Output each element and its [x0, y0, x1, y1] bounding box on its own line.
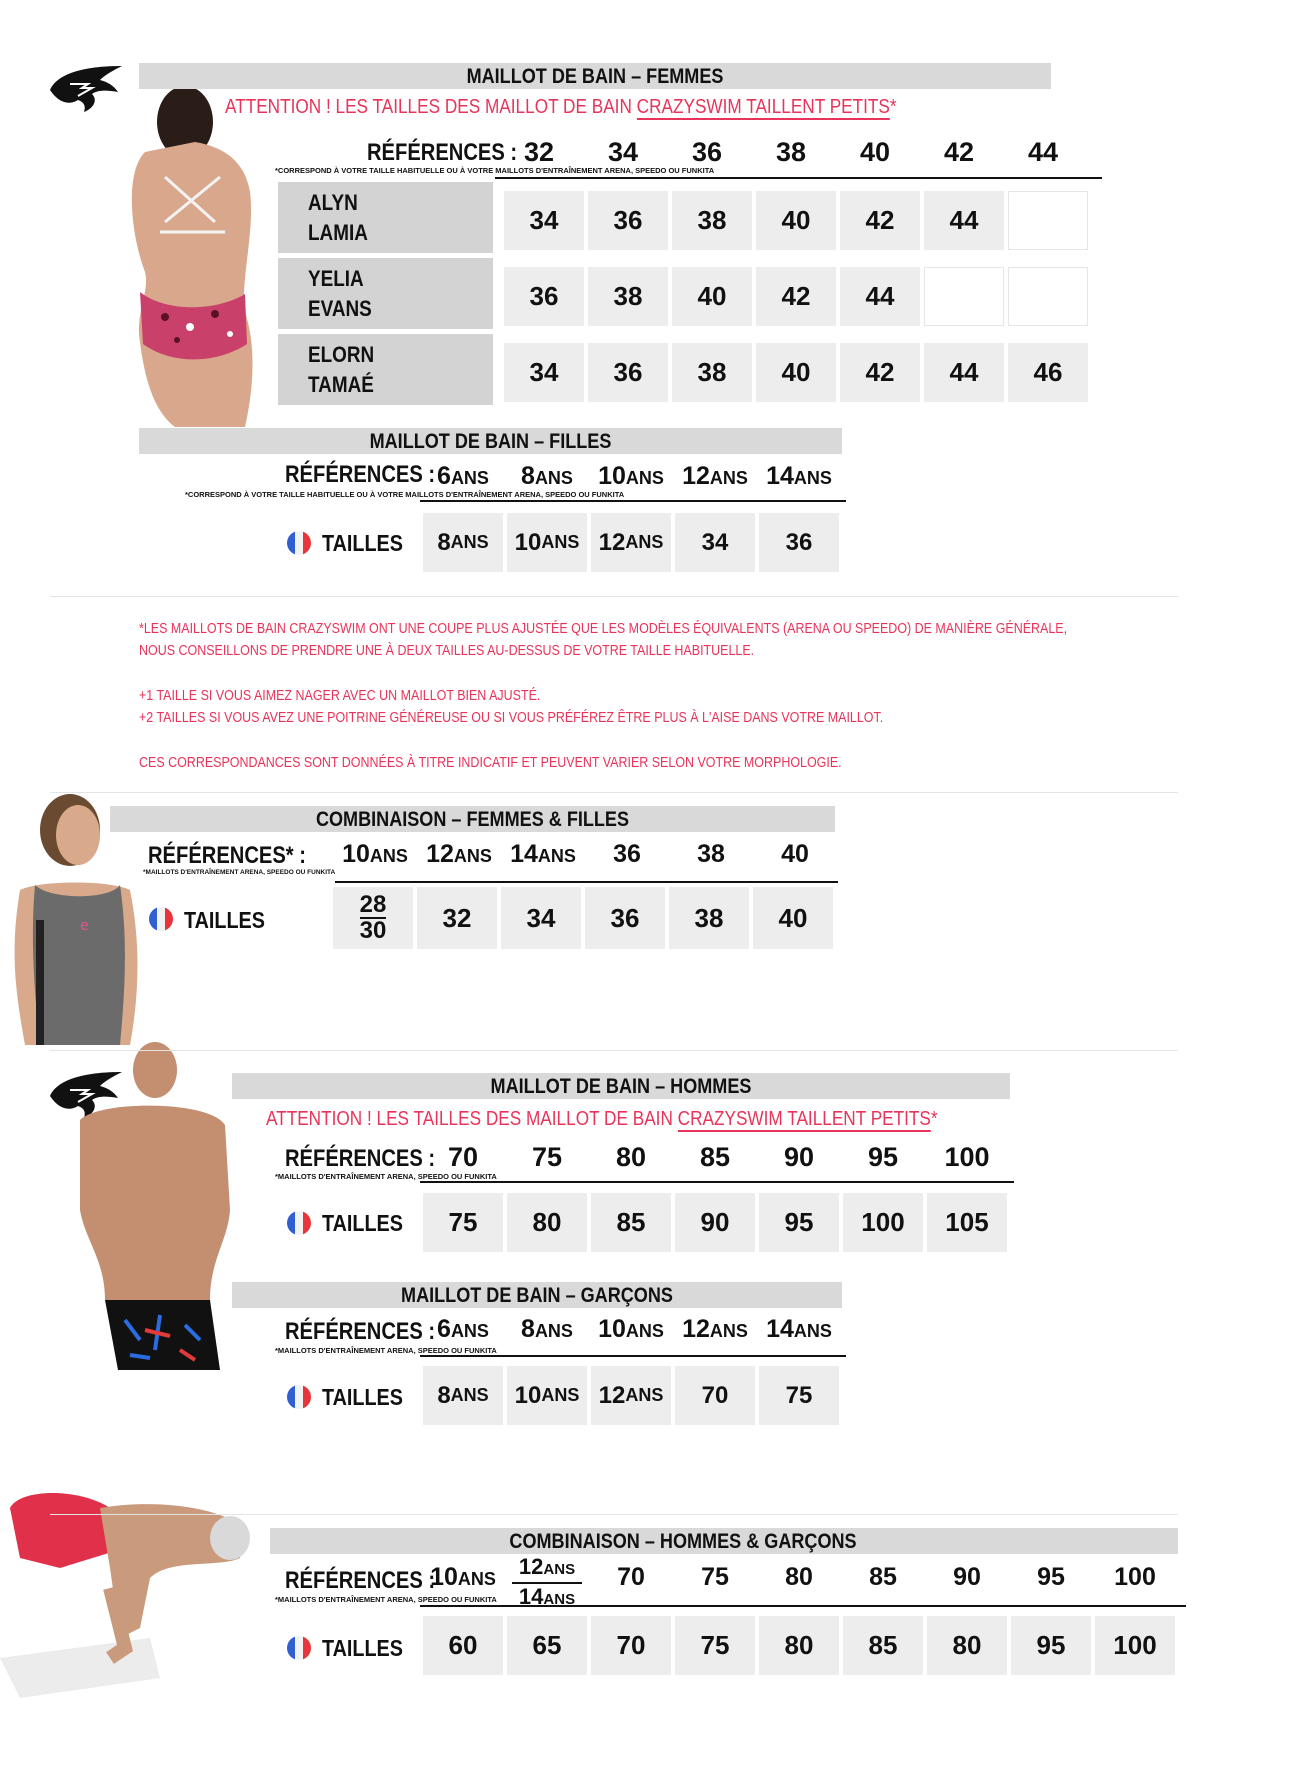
- value-number: 6: [437, 462, 451, 490]
- value-unit: ANS: [450, 1321, 489, 1341]
- model-yelia: [278, 258, 493, 329]
- size-cell: [669, 887, 749, 949]
- size-top: 28: [359, 891, 387, 918]
- value-unit: ANS: [450, 532, 489, 552]
- value-number: 42: [943, 137, 975, 167]
- model-name: ALYN: [308, 190, 358, 215]
- rule-filles: [420, 500, 846, 502]
- woman-bikini-photo: [105, 82, 285, 427]
- value-number: 80: [532, 1207, 562, 1237]
- value-number: 38: [694, 902, 724, 933]
- size-cell: [672, 191, 752, 250]
- references-label-combi-hommes: RÉFÉRENCES :: [285, 1567, 436, 1594]
- ref-age: [512, 462, 582, 491]
- ref-age: [680, 462, 750, 491]
- ref-age: [596, 1315, 666, 1344]
- size-cell: [759, 1366, 839, 1425]
- size-cell: [1008, 191, 1088, 250]
- value-number: 90: [953, 1563, 981, 1591]
- size-cell: [672, 343, 752, 402]
- rule-garcons: [420, 1355, 846, 1357]
- value-number: 105: [945, 1207, 989, 1237]
- value-unit: ANS: [450, 1385, 489, 1405]
- value-number: 90: [783, 1142, 815, 1172]
- value-number: 36: [613, 205, 643, 235]
- value-number: 8: [521, 462, 535, 490]
- value-number: 70: [701, 1381, 729, 1409]
- references-label-garcons: RÉFÉRENCES :: [285, 1318, 436, 1345]
- value-number: 14: [510, 840, 538, 868]
- size-cell: [840, 343, 920, 402]
- value-number: 95: [1036, 1630, 1066, 1660]
- value-number: 12: [682, 462, 710, 490]
- ref-cell: [337, 840, 413, 869]
- references-label-combi-femmes: RÉFÉRENCES* :: [148, 842, 306, 869]
- value-number: 100: [1114, 1563, 1156, 1591]
- ref-cell: [596, 1563, 666, 1592]
- value-number: 44: [949, 205, 979, 235]
- size-cell: [1095, 1616, 1175, 1675]
- value-unit: ANS: [625, 1385, 664, 1405]
- value-unit: ANS: [709, 468, 748, 488]
- ref-cell: [764, 1563, 834, 1592]
- value-unit: ANS: [534, 468, 573, 488]
- value-number: 42: [781, 281, 811, 311]
- value-unit: ANS: [625, 532, 664, 552]
- attention-notice-femmes: [225, 96, 897, 119]
- value-number: 80: [952, 1630, 982, 1660]
- size-cell: [840, 191, 920, 250]
- value-number: 75: [701, 1563, 729, 1591]
- ref-cell: [421, 840, 497, 869]
- ref-cell: [1100, 1563, 1170, 1592]
- size-cell: [588, 343, 668, 402]
- info-line-4: +2 TAILLES SI VOUS AVEZ UNE POITRINE GÉNÉREUSE OU SI VOUS PRÉFÉREZ ÊTRE PLUS À L'AISE DANS VOTRE MAILLOT.: [139, 710, 884, 726]
- size-cell: [591, 1366, 671, 1425]
- ref-cell: [932, 1563, 1002, 1592]
- value-number: 38: [697, 357, 727, 387]
- swimmer-start-photo: [0, 1488, 270, 1698]
- value-number: 12: [426, 840, 454, 868]
- value-number: 32: [442, 902, 472, 933]
- value-number: 12: [682, 1315, 710, 1343]
- value-number: 38: [697, 840, 725, 868]
- rule-combi-femmes: [335, 881, 838, 883]
- section-title-combi-femmes: COMBINAISON – FEMMES & FILLES: [315, 808, 630, 831]
- value-unit: ANS: [450, 468, 489, 488]
- model-elorn: [278, 334, 493, 405]
- short-footnote-garcons: *MAILLOTS D'ENTRAÎNEMENT ARENA, SPEEDO OU FUNKITA: [275, 1346, 497, 1355]
- references-label-femmes: RÉFÉRENCES :: [367, 139, 518, 166]
- model-name: LAMIA: [308, 220, 368, 245]
- size-cell: [753, 887, 833, 949]
- ref-80: [596, 1142, 666, 1173]
- size-cell: [675, 1616, 755, 1675]
- value-unit: ANS: [793, 1321, 832, 1341]
- ref-12: 12ANS: [518, 1554, 576, 1579]
- size-cell: [423, 513, 503, 572]
- ref-age: [428, 1315, 498, 1344]
- value-number: 90: [700, 1207, 730, 1237]
- size-cell: [924, 267, 1004, 326]
- size-cell: [675, 513, 755, 572]
- value-unit: ANS: [541, 532, 580, 552]
- value-number: 8: [437, 1381, 451, 1409]
- ref-cell: [848, 1563, 918, 1592]
- section-title-filles: MAILLOT DE BAIN – FILLES: [369, 430, 612, 453]
- value-number: 10: [514, 528, 542, 556]
- info-line-2: NOUS CONSEILLONS DE PRENDRE UNE À DEUX TAILLES AU-DESSUS DE VOTRE TAILLE HABITUELLE.: [139, 643, 755, 659]
- size-cell: [588, 191, 668, 250]
- value-number: 36: [613, 357, 643, 387]
- value-unit: ANS: [453, 846, 492, 866]
- ref-age: [428, 462, 498, 491]
- size-cell: [756, 267, 836, 326]
- value-number: 44: [865, 281, 895, 311]
- value-unit: ANS: [793, 468, 832, 488]
- size-cell: [507, 513, 587, 572]
- ref-34: [588, 137, 658, 168]
- size-cell: [756, 343, 836, 402]
- ref-36: [672, 137, 742, 168]
- ref-40: [840, 137, 910, 168]
- value-unit: ANS: [541, 1385, 580, 1405]
- attention-highlight: CRAZYSWIM TAILLENT PETITS: [636, 96, 890, 118]
- value-number: 95: [1037, 1563, 1065, 1591]
- ref-cell: [673, 840, 749, 869]
- ref-12-14-stack: [512, 1554, 582, 1612]
- value-unit: ANS: [457, 1569, 496, 1589]
- ref-age: [512, 1315, 582, 1344]
- model-name: ELORN: [308, 342, 375, 367]
- value-number: 100: [861, 1207, 905, 1237]
- france-flag-icon: [287, 1636, 311, 1660]
- size-cell: [591, 1616, 671, 1675]
- value-number: 34: [526, 902, 556, 933]
- ref-44: [1008, 137, 1078, 168]
- size-cell: [675, 1366, 755, 1425]
- size-cell: [585, 887, 665, 949]
- value-number: 10: [514, 1381, 542, 1409]
- model-alyn: [278, 182, 493, 253]
- value-number: 40: [859, 137, 891, 167]
- size-cell: [507, 1616, 587, 1675]
- value-number: 42: [865, 205, 895, 235]
- rule-femmes: [495, 177, 1102, 179]
- size-bottom: 30: [359, 917, 387, 944]
- france-flag-icon: [287, 1211, 311, 1235]
- model-name: TAMAÉ: [308, 372, 374, 397]
- info-line-5: CES CORRESPONDANCES SONT DONNÉES À TITRE INDICATIF ET PEUVENT VARIER SELON VOTRE MORPHOLOGIE.: [139, 755, 842, 771]
- value-number: 36: [613, 840, 641, 868]
- section-title-combi-hommes: COMBINAISON – HOMMES & GARÇONS: [509, 1530, 857, 1553]
- value-number: 8: [437, 528, 451, 556]
- short-footnote-hommes: *MAILLOTS D'ENTRAÎNEMENT ARENA, SPEEDO OU FUNKITA: [275, 1172, 497, 1181]
- value-number: 12: [598, 1381, 626, 1409]
- size-cell: [840, 267, 920, 326]
- info-line-1: *LES MAILLOTS DE BAIN CRAZYSWIM ONT UNE COUPE PLUS AJUSTÉE QUE LES MODÈLES ÉQUIVALENTS (ARENA OU SPEEDO) DE MANIÈRE GÉNÉRALE,: [139, 621, 1068, 637]
- value-number: 38: [613, 281, 643, 311]
- value-number: 38: [775, 137, 807, 167]
- value-number: 14: [766, 462, 794, 490]
- value-number: 10: [430, 1563, 458, 1591]
- value-unit: ANS: [534, 1321, 573, 1341]
- separator: [50, 792, 1178, 793]
- references-label-hommes: RÉFÉRENCES :: [285, 1145, 436, 1172]
- ref-cell: [680, 1563, 750, 1592]
- section-bar-garcons: [232, 1282, 842, 1308]
- size-cell: [1008, 343, 1088, 402]
- france-flag-icon: [287, 531, 311, 555]
- size-cell: [924, 191, 1004, 250]
- value-number: 85: [616, 1207, 646, 1237]
- value-number: 75: [448, 1207, 478, 1237]
- value-number: 60: [448, 1630, 478, 1660]
- section-bar-hommes: [232, 1073, 1010, 1099]
- size-cell: [924, 343, 1004, 402]
- size-cell: [1008, 267, 1088, 326]
- section-bar-femmes: [139, 63, 1051, 89]
- size-cell: [1011, 1616, 1091, 1675]
- value-number: 40: [781, 357, 811, 387]
- value-number: 12: [598, 528, 626, 556]
- ref-90: [764, 1142, 834, 1173]
- short-footnote-combi-femmes: *MAILLOTS D'ENTRAÎNEMENT ARENA, SPEEDO OU FUNKITA: [143, 869, 336, 876]
- value-number: 70: [617, 1563, 645, 1591]
- value-number: 36: [610, 902, 640, 933]
- value-unit: ANS: [537, 846, 576, 866]
- value-unit: ANS: [709, 1321, 748, 1341]
- short-footnote-combi-hommes: *MAILLOTS D'ENTRAÎNEMENT ARENA, SPEEDO OU FUNKITA: [275, 1595, 497, 1604]
- value-number: 34: [607, 137, 639, 167]
- svg-text:e: e: [80, 918, 89, 934]
- value-number: 10: [598, 1315, 626, 1343]
- size-cell: [591, 513, 671, 572]
- size-cell: [423, 1366, 503, 1425]
- size-cell: [927, 1616, 1007, 1675]
- size-cell: [507, 1366, 587, 1425]
- size-cell: [504, 343, 584, 402]
- tailles-label-hommes: TAILLES: [322, 1210, 403, 1236]
- value-number: 32: [523, 137, 555, 167]
- ref-cell: [1016, 1563, 1086, 1592]
- ref-85: [680, 1142, 750, 1173]
- value-number: 95: [867, 1142, 899, 1172]
- value-number: 10: [342, 840, 370, 868]
- size-cell: [507, 1193, 587, 1252]
- value-number: 44: [1027, 137, 1059, 167]
- ref-38: [756, 137, 826, 168]
- size-cell-28-30: [333, 887, 413, 949]
- ref-75: [512, 1142, 582, 1173]
- attention-notice-hommes: [266, 1108, 938, 1131]
- value-number: 34: [701, 528, 729, 556]
- ref-age: [680, 1315, 750, 1344]
- size-cell: [927, 1193, 1007, 1252]
- attention-prefix: ATTENTION ! LES TAILLES DES MAILLOT DE BAIN: [266, 1108, 678, 1130]
- value-number: 14: [766, 1315, 794, 1343]
- size-cell: [759, 1193, 839, 1252]
- value-number: 40: [778, 902, 808, 933]
- value-number: 34: [529, 357, 559, 387]
- value-number: 40: [781, 840, 809, 868]
- section-title-femmes: MAILLOT DE BAIN – FEMMES: [466, 65, 724, 88]
- ref-age: [596, 462, 666, 491]
- size-cell: [423, 1616, 503, 1675]
- value-number: 80: [784, 1630, 814, 1660]
- value-number: 85: [868, 1630, 898, 1660]
- ref-age: [764, 1315, 834, 1344]
- ref-cell: [505, 840, 581, 869]
- size-cell: [423, 1193, 503, 1252]
- value-number: 65: [532, 1630, 562, 1660]
- info-line-3: +1 TAILLE SI VOUS AIMEZ NAGER AVEC UN MAILLOT BIEN AJUSTÉ.: [139, 688, 541, 704]
- value-unit: ANS: [369, 846, 408, 866]
- value-number: 70: [447, 1142, 479, 1172]
- attention-suffix: *: [930, 1108, 938, 1130]
- value-number: 44: [949, 357, 979, 387]
- value-number: 75: [531, 1142, 563, 1172]
- value-number: 100: [1113, 1630, 1157, 1660]
- value-number: 40: [697, 281, 727, 311]
- ref-32: [504, 137, 574, 168]
- value-number: 95: [784, 1207, 814, 1237]
- value-number: 80: [615, 1142, 647, 1172]
- model-name: EVANS: [308, 296, 372, 321]
- size-cell: [759, 513, 839, 572]
- size-cell: [675, 1193, 755, 1252]
- value-number: 100: [944, 1142, 990, 1172]
- fit-footnote-femmes: *CORRESPOND À VOTRE TAILLE HABITUELLE OU À VOTRE MAILLOTS D'ENTRAÎNEMENT ARENA, SPEEDO OU FUNKITA: [275, 166, 715, 175]
- value-number: 10: [598, 462, 626, 490]
- ref-42: [924, 137, 994, 168]
- man-trunks-photo: [60, 1040, 240, 1398]
- ref-cell: [428, 1563, 498, 1592]
- attention-prefix: ATTENTION ! LES TAILLES DES MAILLOT DE BAIN: [225, 96, 637, 118]
- size-cell: [843, 1193, 923, 1252]
- size-cell: [843, 1616, 923, 1675]
- value-number: 70: [616, 1630, 646, 1660]
- tailles-label-garcons: TAILLES: [322, 1384, 403, 1410]
- section-title-garcons: MAILLOT DE BAIN – GARÇONS: [401, 1284, 673, 1307]
- tailles-label-combi-femmes: TAILLES: [184, 907, 265, 933]
- value-number: 75: [700, 1630, 730, 1660]
- value-number: 8: [521, 1315, 535, 1343]
- size-cell: [588, 267, 668, 326]
- tailles-label-combi-hommes: TAILLES: [322, 1635, 403, 1661]
- size-cell: [501, 887, 581, 949]
- ref-14: 14ANS: [512, 1582, 582, 1612]
- value-number: 36: [691, 137, 723, 167]
- ref-100: [932, 1142, 1002, 1173]
- separator: [50, 596, 1178, 597]
- france-flag-icon: [149, 907, 173, 931]
- value-number: 75: [785, 1381, 813, 1409]
- section-title-hommes: MAILLOT DE BAIN – HOMMES: [490, 1075, 752, 1098]
- value-number: 46: [1033, 357, 1063, 387]
- value-unit: ANS: [625, 1321, 664, 1341]
- value-number: 36: [529, 281, 559, 311]
- size-cell: [417, 887, 497, 949]
- value-number: 34: [529, 205, 559, 235]
- ref-70: [428, 1142, 498, 1173]
- section-bar-combi-femmes: [110, 806, 835, 832]
- model-name: YELIA: [308, 266, 364, 291]
- value-unit: ANS: [625, 468, 664, 488]
- separator: [50, 1514, 1178, 1515]
- value-number: 36: [785, 528, 813, 556]
- size-cell: [591, 1193, 671, 1252]
- ref-age: [764, 462, 834, 491]
- value-number: 85: [869, 1563, 897, 1591]
- value-number: 42: [865, 357, 895, 387]
- tailles-label-filles: TAILLES: [322, 530, 403, 556]
- attention-suffix: *: [889, 96, 897, 118]
- fit-footnote-filles: *CORRESPOND À VOTRE TAILLE HABITUELLE OU À VOTRE MAILLOTS D'ENTRAÎNEMENT ARENA, SPEEDO OU FUNKITA: [185, 490, 625, 499]
- value-number: 40: [781, 205, 811, 235]
- section-bar-filles: [139, 428, 842, 454]
- size-cell: [759, 1616, 839, 1675]
- separator: [50, 1050, 1178, 1051]
- size-cell: [504, 191, 584, 250]
- references-label-filles: RÉFÉRENCES :: [285, 461, 436, 488]
- ref-cell: [589, 840, 665, 869]
- size-cell: [504, 267, 584, 326]
- section-bar-combi-hommes: [270, 1528, 1178, 1554]
- ref-cell: [757, 840, 833, 869]
- size-cell: [756, 191, 836, 250]
- attention-highlight: CRAZYSWIM TAILLENT PETITS: [677, 1108, 931, 1130]
- france-flag-icon: [287, 1385, 311, 1409]
- size-cell: [672, 267, 752, 326]
- value-number: 38: [697, 205, 727, 235]
- ref-95: [848, 1142, 918, 1173]
- value-number: 85: [699, 1142, 731, 1172]
- rule-hommes: [420, 1181, 1014, 1183]
- value-number: 80: [785, 1563, 813, 1591]
- value-number: 6: [437, 1315, 451, 1343]
